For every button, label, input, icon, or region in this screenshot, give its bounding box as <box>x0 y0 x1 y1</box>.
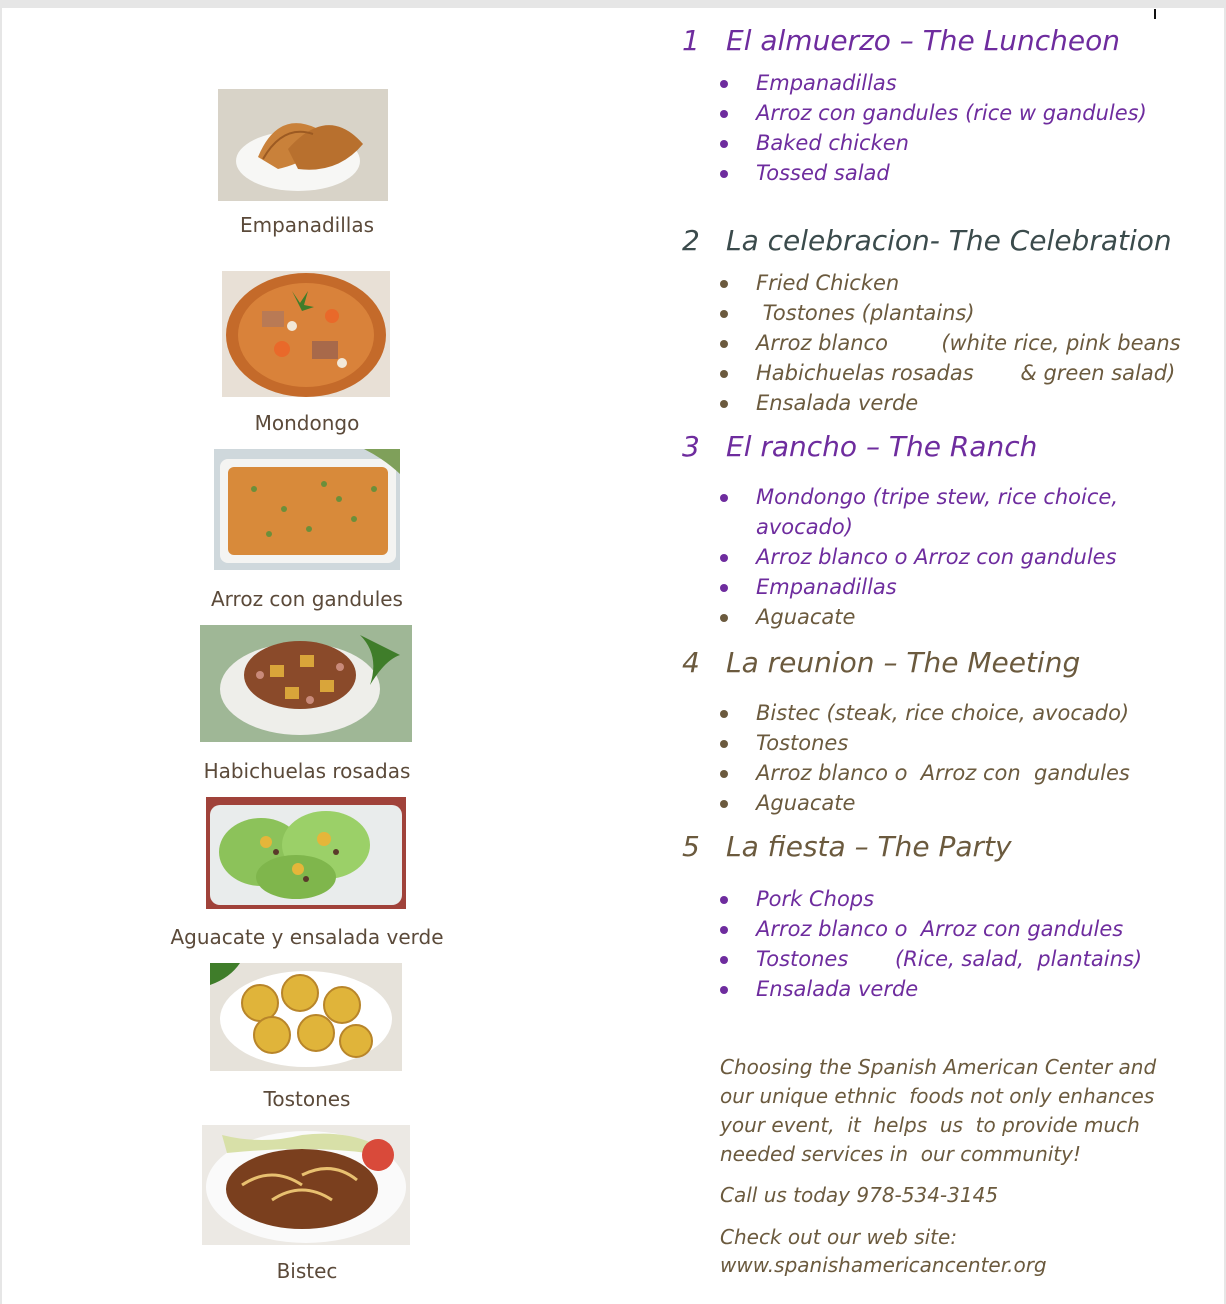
menu-name: El almuerzo – The Luncheon <box>726 24 1121 57</box>
list-item: Ensalada verde <box>720 388 1181 418</box>
menu-name: La celebracion- The Celebration <box>726 224 1172 257</box>
list-item: Empanadillas <box>720 572 1118 602</box>
menu-number: 5 <box>682 830 700 863</box>
list-item: Tostones (plantains) <box>720 298 1181 328</box>
arroz-con-gandules-photo <box>214 449 400 570</box>
list-item: Arroz con gandules (rice w gandules) <box>720 98 1147 128</box>
website-label: Check out our web site: <box>720 1225 958 1249</box>
dish-caption: Mondongo <box>254 411 360 435</box>
menu-page <box>2 8 1224 1304</box>
menu-number: 4 <box>682 646 700 679</box>
menu-name: La reunion – The Meeting <box>726 646 1081 679</box>
menu-list-celebration <box>720 268 1181 418</box>
menu-name: El rancho – The Ranch <box>726 430 1038 463</box>
list-item: Aguacate <box>720 788 1130 818</box>
text-cursor <box>1154 9 1156 19</box>
list-item: Tostones <box>720 728 1130 758</box>
menu-name: La fiesta – The Party <box>726 830 1012 863</box>
list-item: Mondongo (tripe stew, rice choice, avocado) <box>720 482 1118 542</box>
website-url[interactable]: www.spanishamericancenter.org <box>720 1253 1047 1277</box>
empanadillas-photo <box>218 89 388 201</box>
dish-caption: Aguacate y ensalada verde <box>170 925 444 949</box>
list-item: Habichuelas rosadas & green salad) <box>720 358 1181 388</box>
dish-caption: Empanadillas <box>239 213 375 237</box>
list-item: Arroz blanco o Arroz con gandules <box>720 914 1142 944</box>
list-item: Pork Chops <box>720 884 1142 914</box>
list-item: Baked chicken <box>720 128 1147 158</box>
closing-pitch <box>720 1053 1160 1169</box>
aguacate-ensalada-photo <box>206 797 406 909</box>
habichuelas-rosadas-photo <box>200 625 412 742</box>
dish-caption: Tostones <box>263 1087 351 1111</box>
menu-title-celebration <box>682 224 1172 257</box>
list-item: Aguacate <box>720 602 1118 632</box>
menu-number: 3 <box>682 430 700 463</box>
list-item: Arroz blanco o Arroz con gandules <box>720 542 1118 572</box>
menu-list-luncheon <box>720 68 1147 188</box>
menu-title-ranch <box>682 430 1037 463</box>
pitch-line: Choosing the Spanish American Center and <box>720 1055 1157 1079</box>
menu-list-party <box>720 884 1142 1004</box>
dish-caption: Bistec <box>276 1259 338 1283</box>
menu-number: 2 <box>682 224 700 257</box>
pitch-line: our unique ethnic foods not only enhances <box>720 1084 1155 1108</box>
list-item: Arroz blanco (white rice, pink beans <box>720 328 1181 358</box>
call-to-action: Call us today 978-534-3145 <box>720 1183 999 1207</box>
list-item: Tostones (Rice, salad, plantains) <box>720 944 1142 974</box>
list-item: Bistec (steak, rice choice, avocado) <box>720 698 1130 728</box>
dish-caption: Arroz con gandules <box>211 587 403 611</box>
list-item: Empanadillas <box>720 68 1147 98</box>
menu-title-meeting <box>682 646 1080 679</box>
tostones-photo <box>210 963 402 1071</box>
mondongo-photo <box>222 271 390 397</box>
list-item: Fried Chicken <box>720 268 1181 298</box>
menu-list-ranch <box>720 482 1118 632</box>
bistec-photo <box>202 1125 410 1245</box>
list-item: Arroz blanco o Arroz con gandules <box>720 758 1130 788</box>
pitch-line: needed services in our community! <box>720 1142 1081 1166</box>
list-item: Ensalada verde <box>720 974 1142 1004</box>
dish-caption: Habichuelas rosadas <box>203 759 411 783</box>
menu-list-meeting <box>720 698 1130 818</box>
pitch-line: your event, it helps us to provide much <box>720 1113 1140 1137</box>
list-item: Tossed salad <box>720 158 1147 188</box>
menu-title-party <box>682 830 1012 863</box>
menu-number: 1 <box>682 24 700 57</box>
menu-title-luncheon <box>682 24 1120 57</box>
